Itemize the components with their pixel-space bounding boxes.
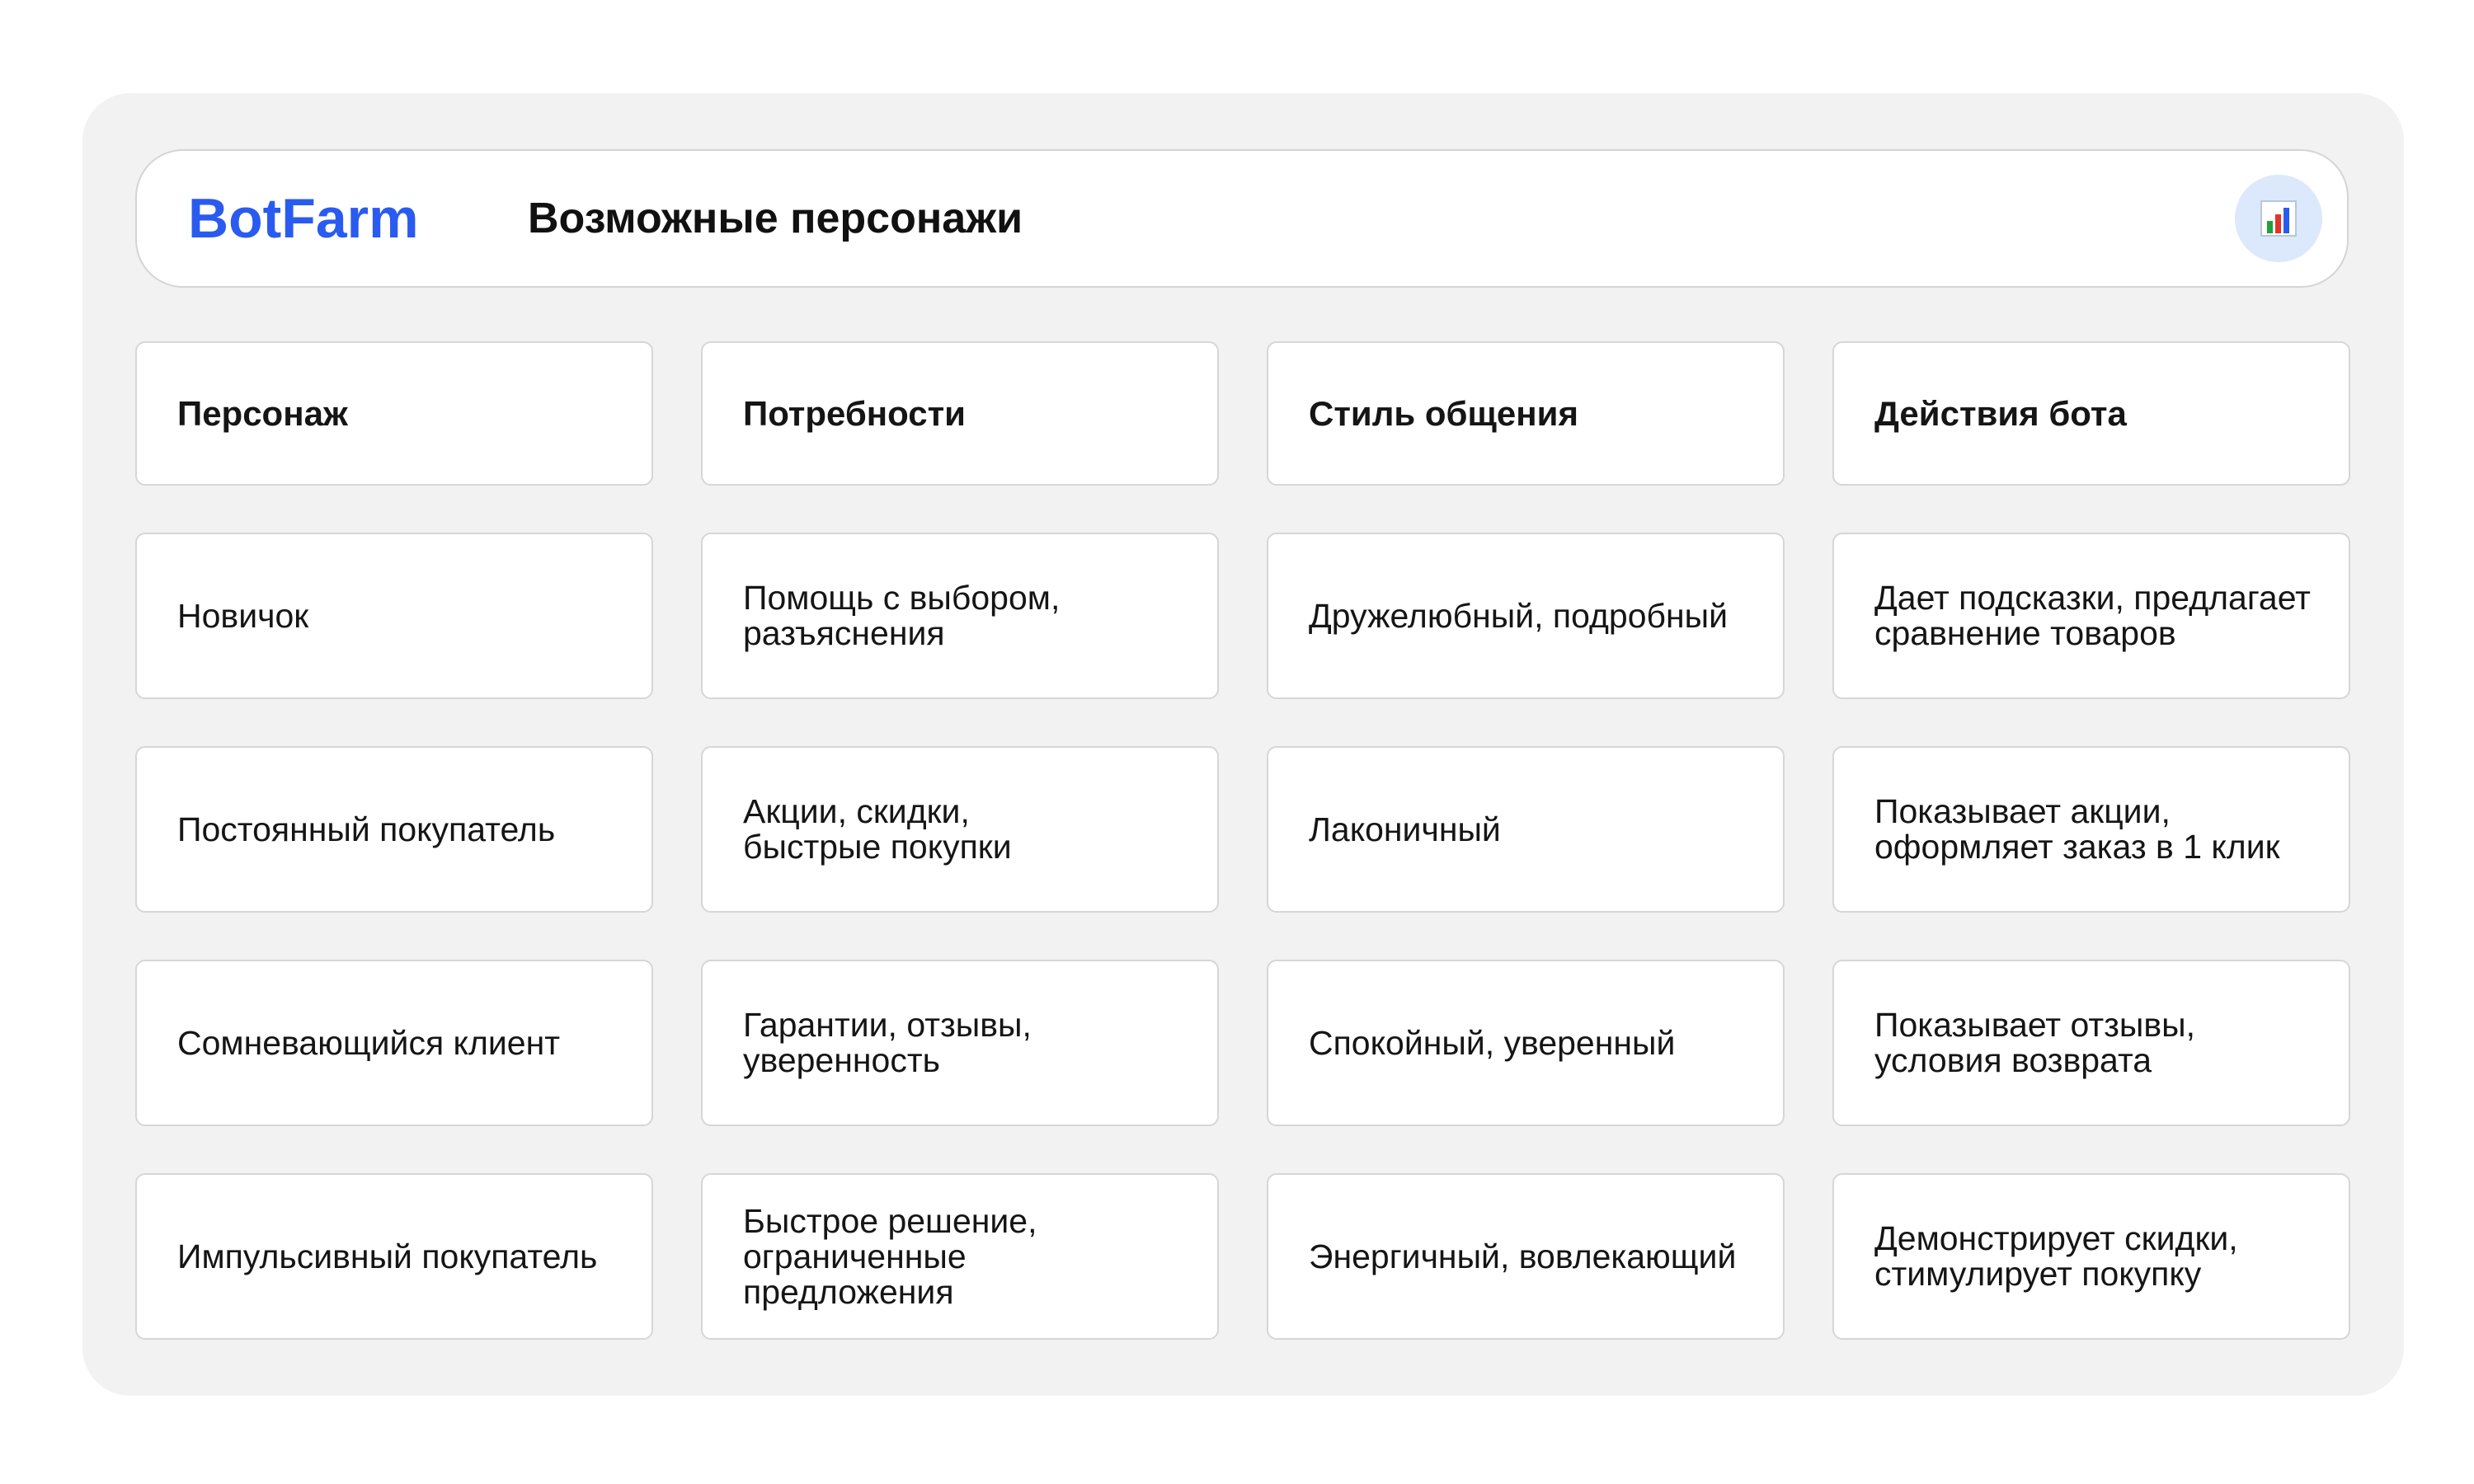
cell-text: Показывает отзывы, условия возврата [1874,1006,2196,1079]
table-cell-needs [701,960,1219,1126]
cell-text: Акции, скидки, быстрые покупки [743,792,1012,866]
cell-text: Демонстрирует скидки, стимулирует покупку [1874,1219,2238,1293]
column-header-persona [135,341,653,486]
table-cell-actions [1832,533,2350,699]
brand-logo[interactable]: BotFarm [188,187,419,250]
table-cell-persona [135,746,653,913]
bar-chart-icon [2260,200,2298,237]
cell-text: Спокойный, уверенный [1309,1023,1676,1062]
cell-text: Дает подсказки, предлагает сравнение товаров [1874,579,2311,652]
personas-table [135,341,2350,1340]
table-cell-persona [135,533,653,699]
table-cell-needs [701,533,1219,699]
column-header-label: Персонаж [177,394,348,433]
header-bar [135,149,2349,288]
table-cell-actions [1832,1173,2350,1340]
page-title: Возможные персонажи [528,195,1023,242]
table-cell-actions [1832,960,2350,1126]
cell-text: Помощь с выбором, разъяснения [743,579,1061,652]
table-cell-needs [701,746,1219,913]
table-cell-style [1267,960,1785,1126]
cell-text: Гарантии, отзывы, уверенность [743,1006,1032,1079]
column-header-style [1267,341,1785,486]
table-cell-style [1267,1173,1785,1340]
table-cell-persona [135,1173,653,1340]
cell-text: Энергичный, вовлекающий [1309,1237,1737,1275]
cell-text: Лаконичный [1309,810,1501,848]
column-header-label: Потребности [743,394,966,433]
cell-text: Импульсивный покупатель [177,1237,598,1275]
column-header-needs [701,341,1219,486]
cell-text: Показывает акции, оформляет заказ в 1 клик [1874,792,2280,866]
table-cell-persona [135,960,653,1126]
stats-button[interactable] [2235,175,2322,262]
cell-text: Дружелюбный, подробный [1309,596,1729,635]
table-cell-style [1267,746,1785,913]
column-header-label: Стиль общения [1309,394,1578,433]
table-cell-needs [701,1173,1219,1340]
table-cell-style [1267,533,1785,699]
column-header-actions [1832,341,2350,486]
cell-text: Сомневающийся клиент [177,1023,560,1062]
cell-text: Быстрое решение, ограниченные предложения [743,1201,1037,1311]
column-header-label: Действия бота [1874,394,2127,433]
cell-text: Постоянный покупатель [177,810,556,848]
table-cell-actions [1832,746,2350,913]
cell-text: Новичок [177,596,309,635]
